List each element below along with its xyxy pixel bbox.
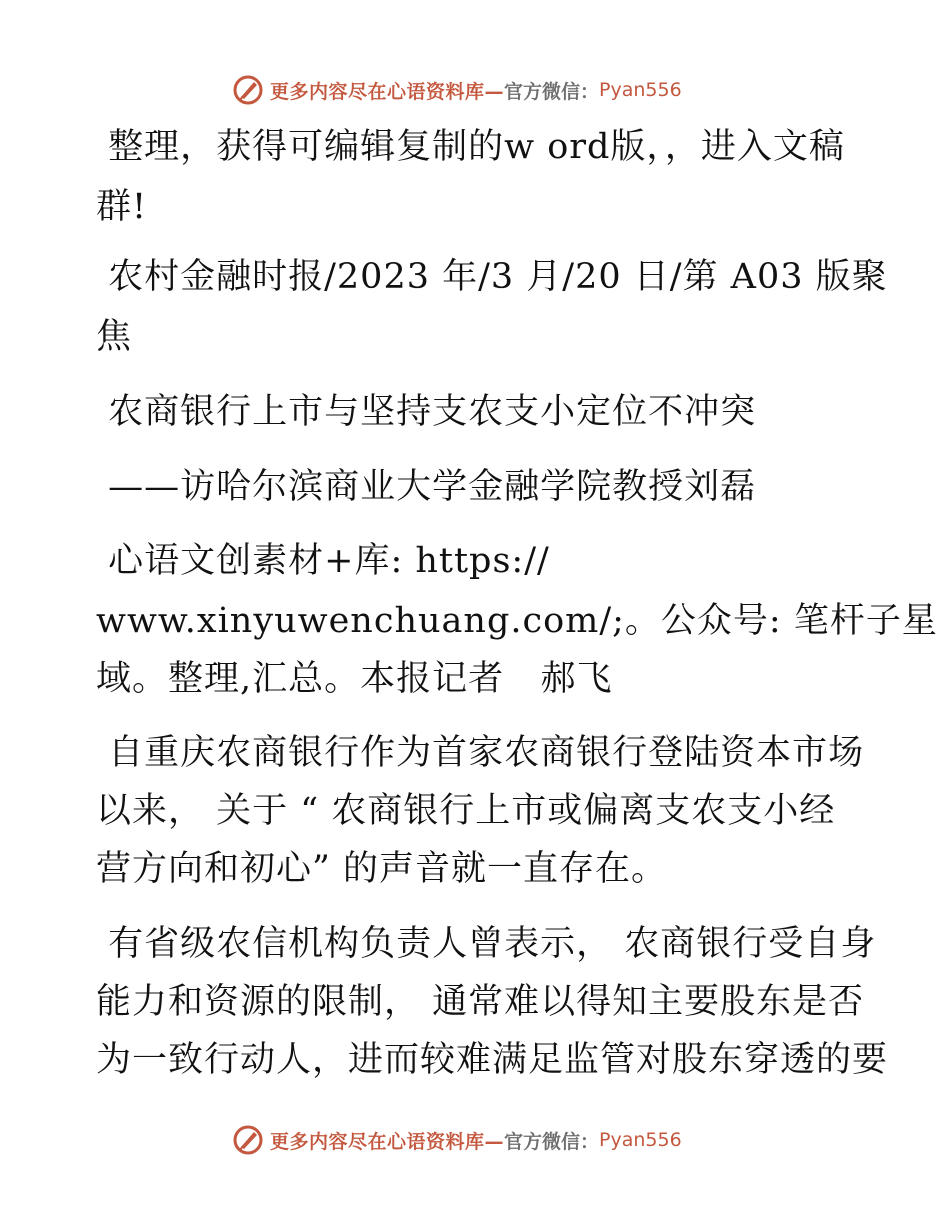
banner-main-text: 更多内容尽在心语资料库— [270,1130,505,1153]
banner-wechat-id: Pyan556 [599,1129,682,1151]
text-line: 营方向和初心” 的声音就一直存在。 [96,849,668,889]
text-line: 以来， 关于 “ 农商银行上市或偏离支农支小经 [96,791,836,831]
article-title: 农商银行上市与坚持支农支小定位不冲突 [96,392,757,432]
text-line: 有省级农信机构负责人曾表示， 农商银行受自身 [96,924,877,964]
banner-main-text: 更多内容尽在心语资料库— [270,80,505,103]
banner-wechat-label: 官方微信： [504,1130,600,1153]
banner-wechat-label: 官方微信： [504,80,600,103]
text-line: 整理，获得可编辑复制的w ord版，，进入文稿 [96,127,845,167]
text-line: 焦 [96,317,133,357]
quill-pen-logo-icon [232,1124,264,1156]
text-line: www.xinyuwenchuang.com/;。公众号: 笔杆子星 [96,601,938,641]
footer-watermark-banner [232,1122,732,1158]
article-subtitle: ——访哈尔滨商业大学金融学院教授刘磊 [96,467,757,507]
text-line: 心语文创素材+库: https:// [96,541,550,581]
text-line: 自重庆农商银行作为首家农商银行登陆资本市场 [96,733,865,773]
text-line: 农村金融时报/2023 年/3 月/20 日/第 A03 版聚 [96,257,888,297]
text-line: 域。整理,汇总。本报记者 郝飞 [96,659,613,699]
text-line: 为一致行动人，进而较难满足监管对股东穿透的要 [96,1040,889,1080]
text-line: 群! [96,187,148,227]
banner-wechat-id: Pyan556 [599,79,682,101]
text-line: 能力和资源的限制， 通常难以得知主要股东是否 [96,982,865,1022]
